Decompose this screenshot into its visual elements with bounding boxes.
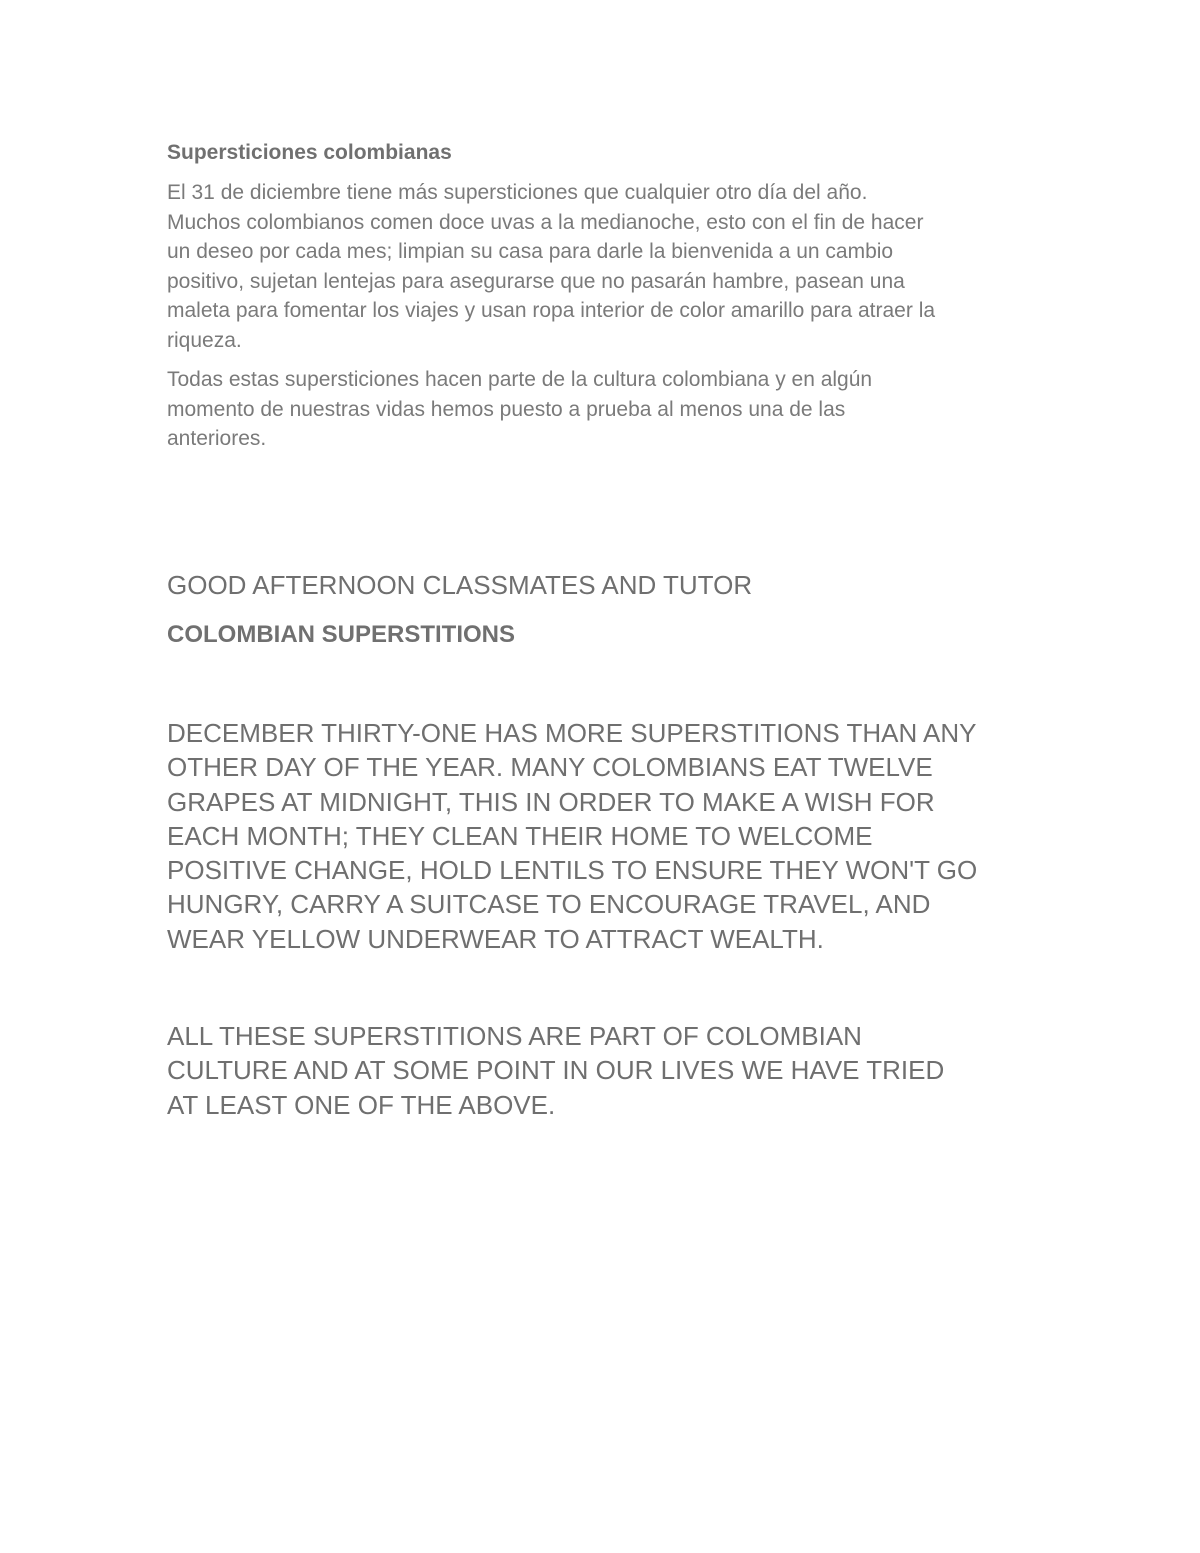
text-line: HUNGRY, CARRY A SUITCASE TO ENCOURAGE TRAVEL, AND: [167, 889, 931, 920]
text-line: riqueza.: [167, 328, 242, 352]
text-line: positivo, sujetan lentejas para asegurarse que no pasarán hambre, pasean una: [167, 269, 905, 293]
spanish-paragraph-1: [167, 178, 1047, 355]
text-line: GRAPES AT MIDNIGHT, THIS IN ORDER TO MAKE A WISH FOR: [167, 786, 935, 817]
spanish-paragraph-2: [167, 365, 1047, 454]
spanish-section: [167, 138, 1047, 464]
text-line: un deseo por cada mes; limpian su casa para darle la bienvenida a un cambio: [167, 240, 894, 263]
text-line: CULTURE AND AT SOME POINT IN OUR LIVES WE HAVE TRIED: [167, 1055, 945, 1086]
text-line: ALL THESE SUPERSTITIONS ARE PART OF COLOMBIAN: [167, 1021, 862, 1051]
text-line: AT LEAST ONE OF THE ABOVE.: [167, 1089, 556, 1120]
text-line: EACH MONTH; THEY CLEAN THEIR HOME TO WELCOME: [167, 820, 873, 851]
english-paragraph-1: [167, 716, 1067, 956]
text-line: momento de nuestras vidas hemos puesto a prueba al menos una de las: [167, 397, 846, 421]
text-line: Muchos colombianos comen doce uvas a la medianoche, esto con el fin de hacer: [167, 210, 924, 234]
spanish-title: Supersticiones colombianas: [167, 141, 452, 164]
text-line: El 31 de diciembre tiene más supersticiones que cualquier otro día del año.: [167, 181, 868, 204]
text-line: maleta para fomentar los viajes y usan ropa interior de color amarillo para atraer la: [167, 299, 936, 322]
text-line: DECEMBER THIRTY-ONE HAS MORE SUPERSTITIONS THAN ANY: [167, 718, 977, 748]
english-greeting: GOOD AFTERNOON CLASSMATES AND TUTOR: [167, 570, 753, 600]
text-line: Todas estas supersticiones hacen parte de la cultura colombiana y en algún: [167, 368, 873, 391]
text-line: anteriores.: [167, 427, 267, 450]
english-paragraph-2: [167, 1019, 1067, 1122]
english-title: COLOMBIAN SUPERSTITIONS: [167, 621, 516, 648]
text-line: WEAR YELLOW UNDERWEAR TO ATTRACT WEALTH.: [167, 923, 824, 954]
text-line: OTHER DAY OF THE YEAR. MANY COLOMBIANS EAT TWELVE: [167, 752, 933, 783]
text-line: POSITIVE CHANGE, HOLD LENTILS TO ENSURE THEY WON'T GO: [167, 855, 978, 886]
